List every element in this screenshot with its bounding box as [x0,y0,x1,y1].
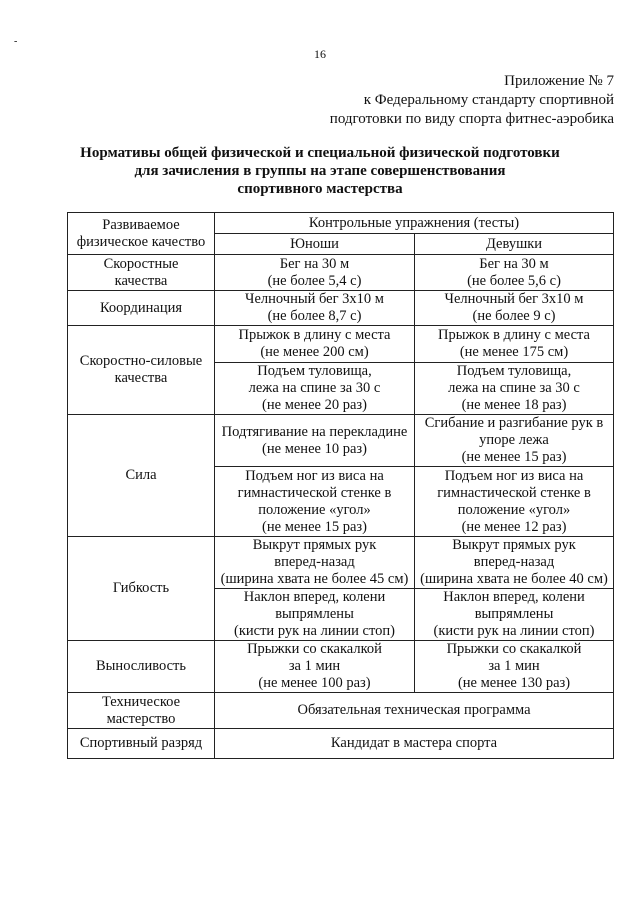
quality-coordination: Координация [68,291,215,326]
norms-table [67,212,614,759]
header-quality: Развиваемое физическое качество [68,213,215,255]
document-title [0,144,640,198]
quality-endurance: Выносливость [68,641,215,693]
scan-mark: - [14,36,18,47]
quality-speed: Скоростные качества [68,255,215,291]
quality-strength: Сила [68,415,215,537]
quality-flexibility: Гибкость [68,537,215,641]
strength-boys-1: Подтягивание на перекладине (не менее 10 раз) [215,415,415,467]
flexibility-girls-1: Выкрут прямых рук вперед-назад (ширина хвата не более 40 см) [415,537,614,589]
speed-strength-boys-2: Подъем туловища, лежа на спине за 30 с (не менее 20 раз) [215,363,415,415]
speed-strength-girls-2: Подъем туловища, лежа на спине за 30 с (не менее 18 раз) [415,363,614,415]
rank-value: Кандидат в мастера спорта [215,729,614,759]
table-row [68,693,614,729]
table-row [68,415,614,467]
speed-strength-boys-1: Прыжок в длину с места (не менее 200 см) [215,326,415,363]
coordination-boys: Челночный бег 3x10 м (не более 8,7 с) [215,291,415,326]
table-row [68,326,614,363]
endurance-boys: Прыжки со скакалкой за 1 мин (не менее 100 раз) [215,641,415,693]
table-row [68,537,614,589]
endurance-girls: Прыжки со скакалкой за 1 мин (не менее 130 раз) [415,641,614,693]
quality-rank: Спортивный разряд [68,729,215,759]
table-row [68,641,614,693]
page-number: 16 [314,47,326,61]
header-tests: Контрольные упражнения (тесты) [215,213,614,234]
flexibility-girls-2: Наклон вперед, колени выпрямлены (кисти рук на линии стоп) [415,589,614,641]
title-line-2: для зачисления в группы на этапе совершенствования [134,163,506,179]
speed-boys: Бег на 30 м (не более 5,4 с) [215,255,415,291]
flexibility-boys-1: Выкрут прямых рук вперед-назад (ширина хвата не более 45 см) [215,537,415,589]
appendix-line-3: подготовки по виду спорта фитнес-аэробика [329,111,614,127]
speed-girls: Бег на 30 м (не более 5,6 с) [415,255,614,291]
strength-girls-1: Сгибание и разгибание рук в упоре лежа (не менее 15 раз) [415,415,614,467]
title-line-3: спортивного мастерства [237,181,403,197]
strength-girls-2: Подъем ног из виса на гимнастической стенке в положение «угол» (не менее 12 раз) [415,467,614,537]
header-girls: Девушки [415,234,614,255]
speed-strength-girls-1: Прыжок в длину с места (не менее 175 см) [415,326,614,363]
technique-value: Обязательная техническая программа [215,693,614,729]
header-boys: Юноши [215,234,415,255]
quality-technique: Техническое мастерство [68,693,215,729]
appendix-line-1: Приложение № 7 [504,73,614,89]
strength-boys-2: Подъем ног из виса на гимнастической стенке в положение «угол» (не менее 15 раз) [215,467,415,537]
appendix-line-2: к Федеральному стандарту спортивной [363,92,614,108]
header-row [68,213,614,234]
table-row [68,291,614,326]
quality-speed-strength: Скоростно-силовые качества [68,326,215,415]
coordination-girls: Челночный бег 3x10 м (не более 9 с) [415,291,614,326]
title-line-1: Нормативы общей физической и специальной физической подготовки [80,145,560,161]
flexibility-boys-2: Наклон вперед, колени выпрямлены (кисти рук на линии стоп) [215,589,415,641]
table-row [68,255,614,291]
appendix-header [330,72,614,129]
table-row [68,729,614,759]
